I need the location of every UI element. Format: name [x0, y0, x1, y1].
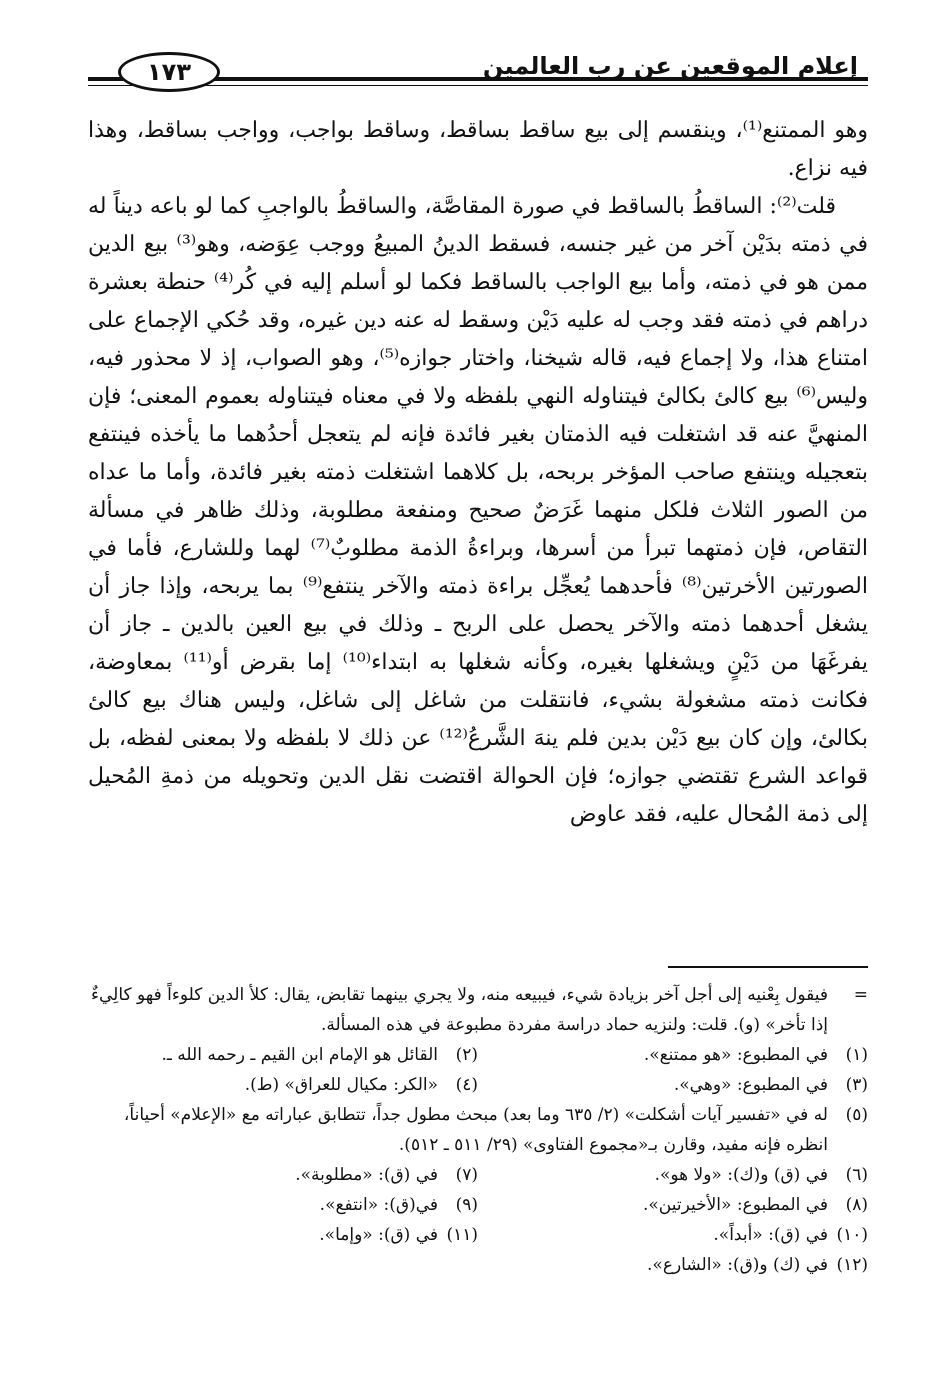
paragraph-2: قلت⁽²⁾: الساقطُ بالساقط في صورة المقاصَّة، والساقطُ بالواجبِ كما لو باعه ديناً له في ذمته بدَيْن آخر من غير جنسه، فسقط الدينُ المبيعُ ووجب عِوَضه، وهو⁽³⁾ بيع الدين ممن هو في ذمته، وأما بيع الواجب بالساقط فكما لو أسلم إليه في كُر⁽⁴⁾ حنطة بعشرة دراهم في ذمته فقد وجب له عليه دَيْن وسقط له عنه دين غيره، وقد حُكي الإجماع على امتناع هذا، ولا إجماع فيه، قاله شيخنا، واختار جوازه⁽⁵⁾، وهو الصواب، إذ لا محذور فيه، وليس⁽⁶⁾ بيع كالئ بكالئ فيتناوله النهي بلفظه ولا في معناه فيتناوله بعموم المعنى؛ فإن المنهيَّ عنه قد اشتغلت فيه الذمتان بغير فائدة فإنه لم يتعجل أحدُهما ما يأخذه فينتفع بتعجيله وينتفع صاحب المؤخر بربحه، بل كلاهما اشتغلت ذمته بغير فائدة، وأما ما عداه من الصور الثلاث فلكل منهما غَرَضٌ صحيح ومنفعة مطلوبة، وذلك ظاهر في مسألة التقاص، فإن ذمتهما تبرأ من أسرها، وبراءةُ الذمة مطلوبٌ⁽⁷⁾ لهما وللشارع، فأما في الصورتين الأخرتين⁽⁸⁾ فأحدهما يُعجِّل براءة ذمته والآخر ينتفع⁽⁹⁾ بما يربحه، وإذا جاز أن يشغل أحدهما ذمته والآخر يحصل على الربح ـ وذلك في بيع العين بالدين ـ جاز أن يفرغَهَا من دَيْنٍ ويشغلها بغيره، وكأنه شغلها به ابتداء⁽¹⁰⁾ إما بقرض أو⁽¹¹⁾ بمعاوضة، فكانت ذمته مشغولة بشيء، فانتقلت من شاغل إلى شاغل، وليس هناك بيع كالئ بكالئ، وإن كان بيع دَيْن بدين فلم ينهَ الشَّرعُ⁽¹²⁾ عن ذلك لا بلفظه ولا بمعنى لفظه، بل قواعد الشرع تقتضي جوازه؛ فإن الحوالة اقتضت نقل الدين وتحويله من ذمةِ المُحيل إلى ذمة المُحال عليه، فقد عاوض: [88, 194, 868, 827]
footnote-number: (١٠): [836, 1225, 868, 1245]
footnote-number: (١١): [446, 1225, 478, 1245]
main-text: [88, 112, 868, 834]
footnote-1: [478, 1040, 868, 1070]
footnote-number: (٢): [455, 1045, 478, 1065]
paragraph-1: وهو الممتنع⁽¹⁾، وينقسم إلى بيع ساقط بساقط، وساقط بواجب، وواجب بساقط، وهذا فيه نزاع.: [88, 118, 868, 181]
footnote-number: (٩): [455, 1195, 478, 1215]
footnote-text: في (ق): «مطلوبة».: [295, 1165, 438, 1185]
footnote-text: في المطبوع: «وهي».: [673, 1075, 828, 1095]
footnote-number: (١٢): [836, 1255, 868, 1275]
footnote-row: [88, 1040, 868, 1070]
footnote-text: القائل هو الإمام ابن القيم ـ رحمه الله ـ.: [161, 1045, 438, 1065]
footnote-row: [88, 1160, 868, 1190]
footnote-3: [478, 1070, 868, 1100]
footnote-number: (٥): [845, 1105, 868, 1125]
footnote-text: في (ق): «أبداً».: [713, 1225, 828, 1245]
footnote-10: [478, 1220, 868, 1250]
footnote-text: في (ق) و(ك): «ولا هو».: [654, 1165, 828, 1185]
footnote-number: (٨): [845, 1195, 868, 1215]
footnote-text: في (ق): «وإما».: [319, 1225, 438, 1245]
footnote-number: (١): [845, 1045, 868, 1065]
footnote-11: [88, 1220, 478, 1250]
footnote-9: [88, 1190, 478, 1220]
footnote-row: [88, 1190, 868, 1220]
continuation-text: فيقول بِعْنيه إلى أجل آخر بزيادة شيء، فيبيعه منه، ولا يجري بينهما تقابض، يقال: كلأ الدين كلوءاً فهو كالِيءٌ إذا تأخر» (و). قلت: ولنزيه حماد دراسة مفردة مطبوعة في هذه المسألة.: [90, 985, 828, 1035]
footnote-12: [88, 1250, 868, 1280]
footnote-number: (٧): [455, 1165, 478, 1185]
footnote-number: (٤): [455, 1075, 478, 1095]
footnote-text: «الكر: مكيال للعراق» (ط).: [244, 1075, 438, 1095]
footnote-separator: [668, 966, 868, 968]
footnote-5: [88, 1100, 868, 1160]
footnote-number: (٦): [845, 1165, 868, 1185]
footnote-text: في المطبوع: «هو ممتنع».: [643, 1045, 828, 1065]
footnotes: [88, 980, 868, 1280]
footnote-8: [478, 1190, 868, 1220]
running-title: إعلام الموقعين عن رب العالمين: [482, 52, 858, 80]
footnote-text: في (ك) و(ق): «الشارع».: [647, 1255, 828, 1275]
footnote-text: في(ق): «انتفع».: [319, 1195, 438, 1215]
footnote-row: [88, 1070, 868, 1100]
footnote-text: في المطبوع: «الأخيرتين».: [642, 1195, 828, 1215]
footnote-number: (٣): [845, 1075, 868, 1095]
continuation-mark: =: [853, 985, 868, 1005]
footnote-text: له في «تفسير آيات أشكلت» (٢/ ٦٣٥ وما بعد) مبحث مطول جداً، تتطابق عباراته مع «الإعلام» أحياناً، انظره فإنه مفيد، وقارن بـ«مجموع الفتاوى» (٢٩/ ٥١١ ـ ٥١٢).: [123, 1105, 828, 1155]
footnote-row: [88, 1220, 868, 1250]
footnote-2: [88, 1040, 478, 1070]
footnote-4: [88, 1070, 478, 1100]
footnote-continuation: [88, 980, 868, 1040]
page-number: ١٧٣: [118, 52, 220, 92]
page-header: [88, 40, 868, 110]
footnote-7: [88, 1160, 478, 1190]
footnote-6: [478, 1160, 868, 1190]
